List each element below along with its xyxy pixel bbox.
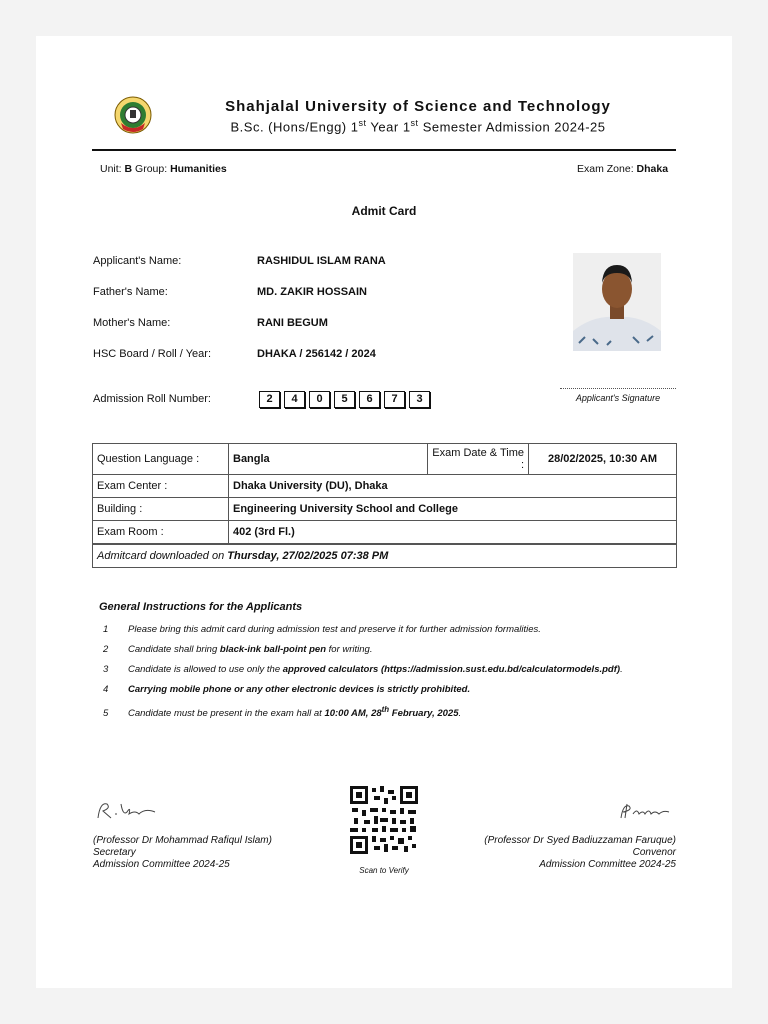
- mother-name: RANI BEGUM: [257, 317, 328, 329]
- verification-qr-icon[interactable]: [350, 786, 418, 854]
- roll-digit: 3: [409, 391, 430, 408]
- roll-number-boxes: [259, 391, 430, 408]
- applicant-photo: [573, 253, 661, 351]
- table-row: [93, 521, 677, 545]
- father-name: MD. ZAKIR HOSSAIN: [257, 286, 367, 298]
- center-label: Exam Center :: [93, 475, 229, 498]
- qr-caption: Scan to Verify: [359, 866, 409, 875]
- center-value: Dhaka University (DU), Dhaka: [229, 475, 677, 498]
- unit-group: Unit: B Group: Humanities: [100, 163, 227, 175]
- exam-zone: Exam Zone: Dhaka: [577, 163, 669, 175]
- applicant-name: RASHIDUL ISLAM RANA: [257, 255, 386, 267]
- university-logo-icon: [113, 95, 153, 135]
- table-row: [93, 444, 677, 475]
- exam-info-table: [92, 443, 677, 568]
- hsc-label: HSC Board / Roll / Year:: [93, 348, 212, 360]
- roll-digit: 5: [334, 391, 355, 408]
- applicant-name-label: Applicant's Name:: [93, 255, 182, 267]
- applicant-signature-caption: Applicant's Signature: [575, 393, 661, 403]
- roll-digit: 2: [259, 391, 280, 408]
- instructions-title: General Instructions for the Applicants: [99, 601, 303, 613]
- instruction-item: 5 Candidate must be present in the exam hall at 10:00 AM, 28th February, 2025.: [103, 705, 462, 720]
- hsc-info: DHAKA / 256142 / 2024: [257, 348, 376, 360]
- roll-digit: 0: [309, 391, 330, 408]
- room-label: Exam Room :: [93, 521, 229, 545]
- building-value: Engineering University School and College: [229, 498, 677, 521]
- instruction-item: 2 Candidate shall bring black-ink ball-point pen for writing.: [103, 644, 373, 655]
- table-row: [93, 475, 677, 498]
- secretary-signature-icon: [95, 798, 159, 822]
- instruction-item: 1 Please bring this admit card during admission test and preserve it for further admission formalities.: [103, 624, 541, 635]
- roll-digit: 7: [384, 391, 405, 408]
- header-divider: [92, 149, 676, 151]
- roll-digit: 4: [284, 391, 305, 408]
- convenor-signature-icon: [617, 800, 673, 822]
- table-row: [93, 544, 677, 568]
- mother-name-label: Mother's Name:: [93, 317, 171, 329]
- room-value: 402 (3rd Fl.): [229, 521, 677, 545]
- instruction-item: 4 Carrying mobile phone or any other electronic devices is strictly prohibited.: [103, 684, 471, 695]
- applicant-signature-line: [560, 388, 676, 389]
- language-label: Question Language :: [93, 444, 229, 475]
- instruction-item: 3 Candidate is allowed to use only the approved calculators (https://admission.sust.edu.bd/calculatormodels.pdf).: [103, 664, 623, 675]
- datetime-label: Exam Date & Time :: [428, 444, 529, 475]
- roll-digit: 6: [359, 391, 380, 408]
- language-value: Bangla: [229, 444, 428, 475]
- secretary-block: (Professor Dr Mohammad Rafiqul Islam) Secretary Admission Committee 2024-25: [93, 835, 272, 870]
- convenor-block: (Professor Dr Syed Badiuzzaman Faruque) Convenor Admission Committee 2024-25: [484, 835, 676, 870]
- roll-label: Admission Roll Number:: [93, 393, 211, 405]
- building-label: Building :: [93, 498, 229, 521]
- download-timestamp: Admitcard downloaded on Thursday, 27/02/2025 07:38 PM: [93, 544, 677, 568]
- program-line: B.Sc. (Hons/Engg) 1st Year 1st Semester Admission 2024-25: [230, 118, 606, 135]
- father-name-label: Father's Name:: [93, 286, 168, 298]
- university-name: Shahjalal University of Science and Technology: [225, 98, 611, 115]
- page-title: Admit Card: [351, 204, 417, 218]
- table-row: [93, 498, 677, 521]
- datetime-value: 28/02/2025, 10:30 AM: [529, 444, 677, 475]
